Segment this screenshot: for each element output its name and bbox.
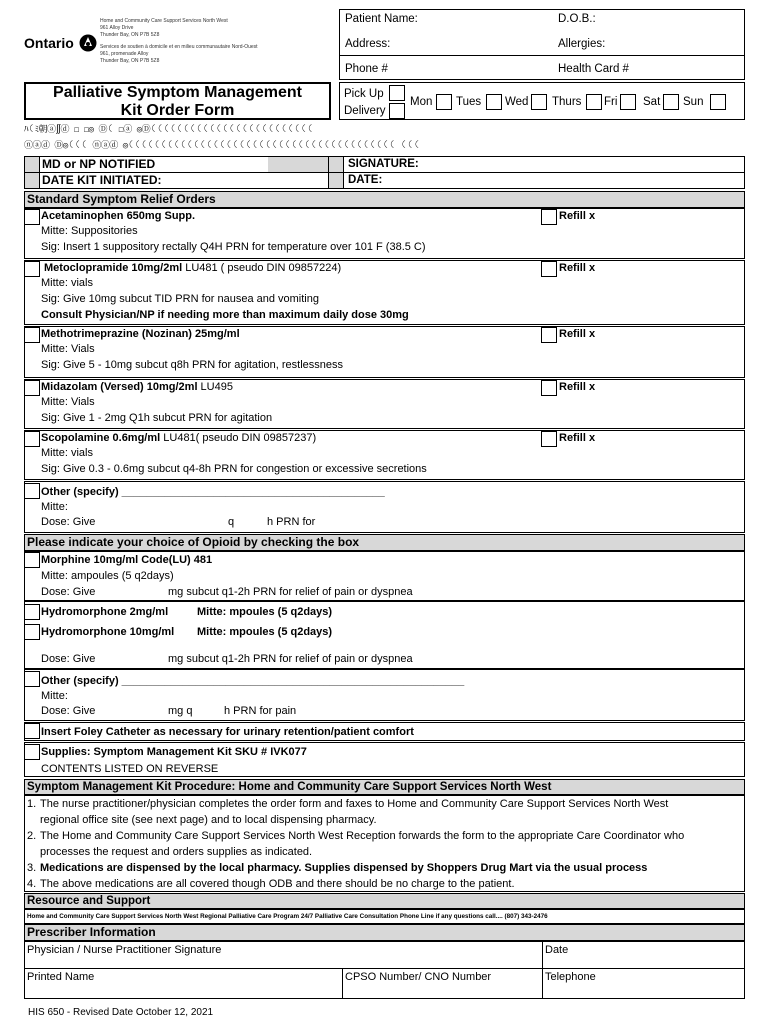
medication-mitte: Mitte: vials [41, 447, 93, 459]
refill-label: Refill x [559, 262, 596, 274]
address-label: Address: [345, 38, 391, 50]
medication-name-bold: Metoclopramide 10mg/2ml [44, 262, 183, 274]
refill-label: Refill x [559, 210, 596, 222]
medication-mitte: Mitte: Vials [41, 343, 95, 355]
medication-mitte: Mitte: Vials [41, 396, 95, 408]
other-order-2-dose: Dose: Give [41, 705, 96, 717]
other-order-1-dose: Dose: Give [41, 516, 96, 528]
refill-checkbox[interactable] [541, 431, 557, 447]
refill-label: Refill x [559, 381, 596, 393]
day-checkbox-wed[interactable] [531, 94, 547, 110]
procedure-step-number: 2. [27, 830, 37, 842]
notify-divider-v1 [39, 156, 40, 189]
allergies-label: Allergies: [558, 38, 606, 50]
garbled-text-line1: ﾊ꒟ﾐ朝ⓐ∬ⓓ ☐ ☐◎ Ⓓ꒟ ☐ⓐ ◎Ⓓ꒟꒟꒟꒟꒟꒟꒟꒟꒟꒟꒟꒟꒟꒟꒟꒟꒟꒟꒟꒟꒟꒟꒟꒟꒟ [24, 125, 314, 135]
procedure-step-number: 4. [27, 878, 37, 890]
hydromorphone-2mg-checkbox[interactable] [24, 604, 40, 620]
foley-label: Insert Foley Catheter as necessary for urinary retention/patient comfort [41, 726, 414, 738]
day-label-tues: Tues [456, 96, 482, 108]
day-checkbox-sat[interactable] [663, 94, 679, 110]
supplies-checkbox[interactable] [24, 744, 40, 760]
resource-title: Resource and Support [27, 895, 151, 907]
day-checkbox-sun[interactable] [710, 94, 726, 110]
org-line: Home and Community Care Support Services North West [100, 18, 228, 24]
medication-name [41, 328, 240, 341]
procedure-step-text-cont: processes the request and orders supplies as indicated. [40, 846, 313, 858]
hydromorphone-dose: Dose: Give [41, 653, 96, 665]
day-checkbox-fri[interactable] [620, 94, 636, 110]
hydromorphone-10mg-name: Hydromorphone 10mg/ml [41, 626, 175, 638]
prescriber-signature-label: Physician / Nurse Practitioner Signature [27, 944, 222, 956]
procedure-step-text: The Home and Community Care Support Services North West Reception forwards the form to the appropriate Care Coordinator who [40, 830, 685, 842]
morphine-dose-detail: mg subcut q1-2h PRN for relief of pain or dyspnea [168, 586, 413, 598]
medication-code: LU481 ( pseudo DIN 09857224) [182, 262, 342, 274]
medication-name-bold: Scopolamine 0.6mg/ml [41, 432, 161, 444]
refill-checkbox[interactable] [541, 261, 557, 277]
other-order-1-dose-q: q [228, 516, 235, 528]
other-order-2-dose-prn: h PRN for pain [224, 705, 297, 717]
phone-label: Phone # [345, 63, 388, 75]
other-order-1-dose-prn: h PRN for [267, 516, 316, 528]
org-line: Thunder Bay, ON P7B 5Z8 [100, 58, 160, 64]
medication-sig: Sig: Give 0.3 - 0.6mg subcut q4-8h PRN for congestion or excessive secretions [41, 463, 427, 475]
morphine-mitte: Mitte: ampoules (5 q2days) [41, 570, 174, 582]
day-checkbox-tues[interactable] [486, 94, 502, 110]
medication-sig: Sig: Give 1 - 2mg Q1h subcut PRN for agitation [41, 412, 273, 424]
prescriber-date-label: Date [545, 944, 569, 956]
medication-code: LU495 [197, 381, 233, 393]
other-order-1-label: Other (specify) ___________________________________________ [41, 486, 385, 498]
medication-checkbox[interactable] [24, 209, 40, 225]
md-np-notified-label: MD or NP NOTIFIED [42, 157, 156, 171]
footer-revision: HIS 650 - Revised Date October 12, 2021 [28, 1007, 214, 1018]
procedure-title: Symptom Management Kit Procedure: Home and Community Care Support Services North West [27, 781, 552, 793]
form-title-line2: Kit Order Form [120, 102, 235, 119]
signature-label: SIGNATURE: [348, 158, 419, 170]
medication-name-bold: Acetaminophen 650mg Supp. [41, 210, 196, 222]
medication-checkbox[interactable] [24, 431, 40, 447]
medication-code: LU481( pseudo DIN 09857237) [160, 432, 317, 444]
medication-name [41, 381, 233, 394]
date-label: DATE: [348, 174, 383, 186]
morphine-dose: Dose: Give [41, 586, 96, 598]
delivery-checkbox[interactable] [389, 103, 405, 119]
hydromorphone-10mg-checkbox[interactable] [24, 624, 40, 640]
opioid-title: Please indicate your choice of Opioid by checking the box [27, 535, 360, 549]
procedure-step-text: The nurse practitioner/physician completes the order form and faxes to Home and Community Care Support Services North West [40, 798, 669, 810]
other-order-2-checkbox[interactable] [24, 671, 40, 687]
refill-checkbox[interactable] [541, 327, 557, 343]
medication-checkbox[interactable] [24, 380, 40, 396]
date-kit-initiated-label: DATE KIT INITIATED: [42, 173, 162, 187]
day-label-sat: Sat [643, 96, 661, 108]
patient-name-label: Patient Name: [345, 13, 418, 25]
telephone-label: Telephone [545, 971, 596, 983]
resource-line: Home and Community Care Support Services North West Regional Palliative Care Program 24/7 Palliative Care Consultation Phone Line if any questions call.... (807) 343-2476 [27, 913, 548, 920]
org-line: 961, promenade Alloy [100, 51, 149, 57]
org-address-block [100, 18, 258, 65]
foley-checkbox[interactable] [24, 723, 40, 739]
medication-sig: Sig: Give 10mg subcut TID PRN for nausea and vomiting [41, 293, 319, 305]
prescriber-divider-v2 [342, 968, 343, 999]
hydromorphone-dose-detail: mg subcut q1-2h PRN for relief of pain or dyspnea [168, 653, 413, 665]
procedure-step-number: 3. [27, 862, 37, 874]
day-label-mon: Mon [410, 96, 433, 108]
patient-row-divider [339, 55, 745, 56]
pickup-label: Pick Up [344, 88, 384, 100]
ontario-logo [24, 34, 97, 52]
procedure-step-number: 1. [27, 798, 37, 810]
refill-label: Refill x [559, 432, 596, 444]
medication-checkbox[interactable] [24, 327, 40, 343]
medication-name-bold: Midazolam (Versed) 10mg/2ml [41, 381, 198, 393]
prescriber-divider-h [24, 968, 745, 969]
garbled-text-line2: ⓝⓐⓓ Ⓓ◎꒟꒟꒟ ⓝⓐⓓ ◎꒟꒟꒟꒟꒟꒟꒟꒟꒟꒟꒟꒟꒟꒟꒟꒟꒟꒟꒟꒟꒟꒟꒟꒟꒟꒟꒟꒟꒟꒟꒟꒟꒟꒟꒟꒟꒟꒟꒟꒟꒟ ꒟꒟꒟ [24, 141, 420, 151]
medication-mitte: Mitte: vials [41, 277, 93, 289]
procedure-step-text-cont: regional office site (see next page) and to local dispensing pharmacy. [40, 814, 377, 826]
other-order-2-label: Other (specify) ________________________________________________________ [41, 675, 465, 687]
medication-sig: Sig: Give 5 - 10mg subcut q8h PRN for agitation, restlessness [41, 359, 344, 371]
notify-right-field-2 [344, 173, 744, 188]
medication-name [41, 432, 316, 445]
hydromorphone-10mg-mitte: Mitte: mpoules (5 q2days) [197, 626, 333, 638]
procedure-step-text: Medications are dispensed by the local pharmacy. Supplies dispensed by Shoppers Drug Mart via the usual process [40, 862, 648, 874]
other-order-2-dose-q: mg q [168, 705, 193, 717]
hydromorphone-2mg-name: Hydromorphone 2mg/ml [41, 606, 169, 618]
morphine-name: Morphine 10mg/ml Code(LU) 481 [41, 554, 213, 566]
medication-checkbox[interactable] [24, 261, 40, 277]
pickup-checkbox[interactable] [389, 85, 405, 101]
procedure-step-text: The above medications are all covered though ODB and there should be no charge to the patient. [40, 878, 515, 890]
cpso-label: CPSO Number/ CNO Number [345, 971, 492, 983]
medication-name [44, 262, 341, 275]
org-line: Services de soutien à domicile et en milieu communautaire Nord-Ouest [100, 44, 258, 50]
other-order-2-mitte: Mitte: [41, 690, 68, 702]
prescriber-title: Prescriber Information [27, 925, 156, 939]
medication-name [41, 210, 195, 223]
delivery-label: Delivery [344, 105, 386, 117]
medication-name-bold: Methotrimeprazine (Nozinan) 25mg/ml [41, 328, 240, 340]
morphine-checkbox[interactable] [24, 552, 40, 568]
standard-orders-title: Standard Symptom Relief Orders [27, 192, 216, 206]
health-card-label: Health Card # [558, 63, 629, 75]
form-title-line1: Palliative Symptom Management [53, 84, 302, 101]
form-title-box [24, 82, 331, 120]
prescriber-divider-v1 [542, 941, 543, 999]
other-order-1-mitte: Mitte: [41, 501, 68, 513]
hydromorphone-2mg-mitte: Mitte: mpoules (5 q2days) [197, 606, 333, 618]
medication-mitte: Mitte: Suppositories [41, 225, 138, 237]
org-line: Thunder Bay, ON P7B 5Z8 [100, 32, 160, 38]
day-label-wed: Wed [505, 96, 529, 108]
refill-label: Refill x [559, 328, 596, 340]
supplies-label: Supplies: Symptom Management Kit SKU # IVK077 [41, 746, 307, 758]
refill-checkbox[interactable] [541, 380, 557, 396]
other-order-1-checkbox[interactable] [24, 483, 40, 499]
notify-divider-v3 [343, 156, 344, 189]
day-label-fri: Fri [604, 96, 618, 108]
ontario-logo-text: Ontario [24, 35, 74, 51]
day-checkbox-thurs[interactable] [586, 94, 602, 110]
refill-checkbox[interactable] [541, 209, 557, 225]
medication-note: Consult Physician/NP if needing more than maximum daily dose 30mg [41, 309, 409, 321]
dob-label: D.O.B.: [558, 13, 596, 25]
day-label-thurs: Thurs [552, 96, 582, 108]
trillium-icon [79, 34, 97, 52]
medication-sig: Sig: Insert 1 suppository rectally Q4H PRN for temperature over 101 F (38.5 C) [41, 241, 426, 253]
day-label-sun: Sun [683, 96, 704, 108]
org-line: 961 Alloy Drive [100, 25, 134, 31]
supplies-contents: CONTENTS LISTED ON REVERSE [41, 763, 219, 775]
printed-name-label: Printed Name [27, 971, 95, 983]
notify-divider-v2 [328, 156, 329, 189]
day-checkbox-mon[interactable] [436, 94, 452, 110]
